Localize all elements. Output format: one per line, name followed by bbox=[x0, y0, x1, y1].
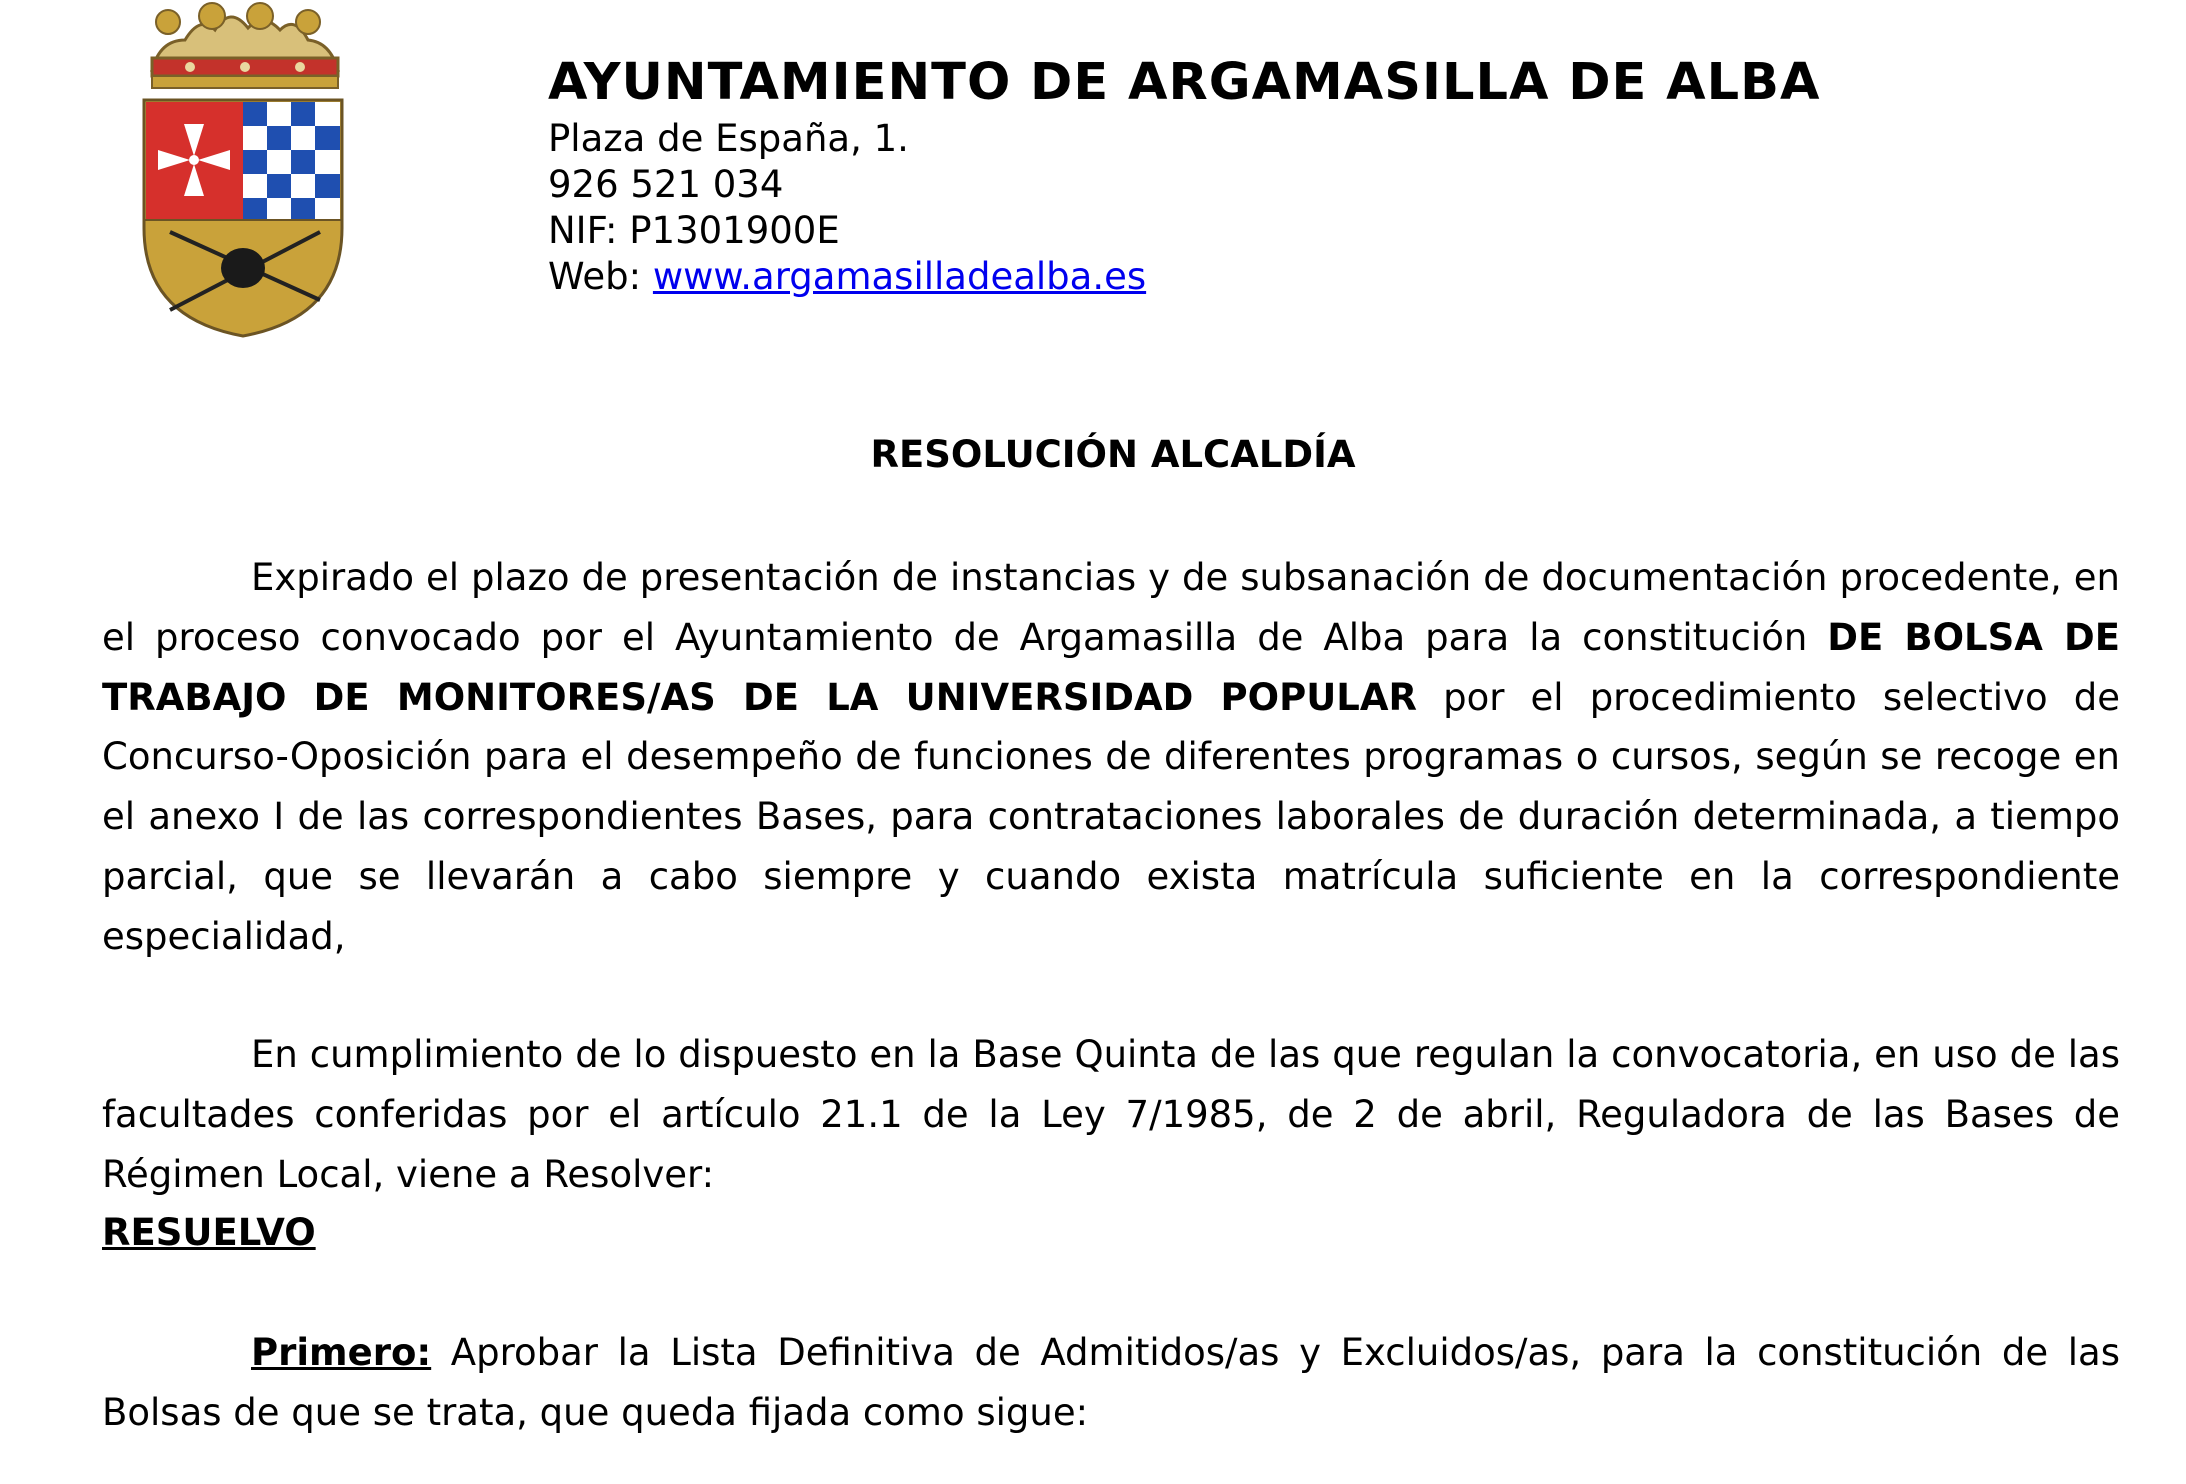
document-title: RESOLUCIÓN ALCALDÍA bbox=[870, 433, 1356, 476]
tax-id: NIF: P1301900E bbox=[548, 209, 840, 252]
website-line bbox=[548, 254, 2108, 300]
paragraph-expirado bbox=[102, 548, 2120, 967]
paragraph-bold-text: DE BOLSA DE TRABAJO DE MONITORES/AS DE LA UNIVERSIDAD POPULAR bbox=[102, 615, 2120, 719]
coat-of-arms-graphic bbox=[130, 0, 356, 344]
primero-label: Primero: bbox=[251, 1331, 432, 1374]
shield-icon bbox=[144, 100, 342, 336]
paragraph-cumplimiento: En cumplimiento de lo dispuesto en la Base Quinta de las que regulan la convocatoria, en uso de las facultades conferidas por el artículo 21.1 de la Ley 7/1985, de 2 de abril, Reguladora de las Bases de Régimen Local, viene a Resolver: bbox=[102, 1033, 2120, 1196]
phone-number: 926 521 034 bbox=[548, 163, 784, 206]
paragraph-primero bbox=[102, 1323, 2120, 1443]
crown-icon bbox=[152, 3, 338, 88]
website-link[interactable]: www.argamasilladealba.es bbox=[652, 255, 1147, 298]
paragraph-text: Aprobar la Lista Definitiva de Admitidos/as y Excluidos/as, para la constitución de las Bolsas de que se trata, que queda fijada como sigue: bbox=[102, 1331, 2120, 1434]
paragraph-text: Expirado el plazo de presentación de instancias y de subsanación de documentación procedente, en el proceso convocado por el Ayuntamiento de Argamasilla de Alba para la constitución bbox=[102, 556, 2120, 659]
resuelvo-heading: RESUELVO bbox=[102, 1211, 316, 1254]
paragraph-text: por el procedimiento selectivo de Concurso-Oposición para el desempeño de funciones de diferentes programas o cursos, según se recoge en el anexo I de las correspondientes Bases, para contrataciones laborales de duración determinada, a tiempo parcial, que se llevarán a cabo siempre y cuando exista matrícula suficiente en la correspondiente especialidad, bbox=[102, 675, 2120, 958]
website-label: Web: bbox=[548, 255, 653, 298]
letterhead bbox=[548, 50, 2108, 300]
municipal-coat-of-arms-icon bbox=[130, 0, 356, 344]
address: Plaza de España, 1. bbox=[548, 117, 909, 160]
organization-name: AYUNTAMIENTO DE ARGAMASILLA DE ALBA bbox=[548, 53, 1821, 112]
